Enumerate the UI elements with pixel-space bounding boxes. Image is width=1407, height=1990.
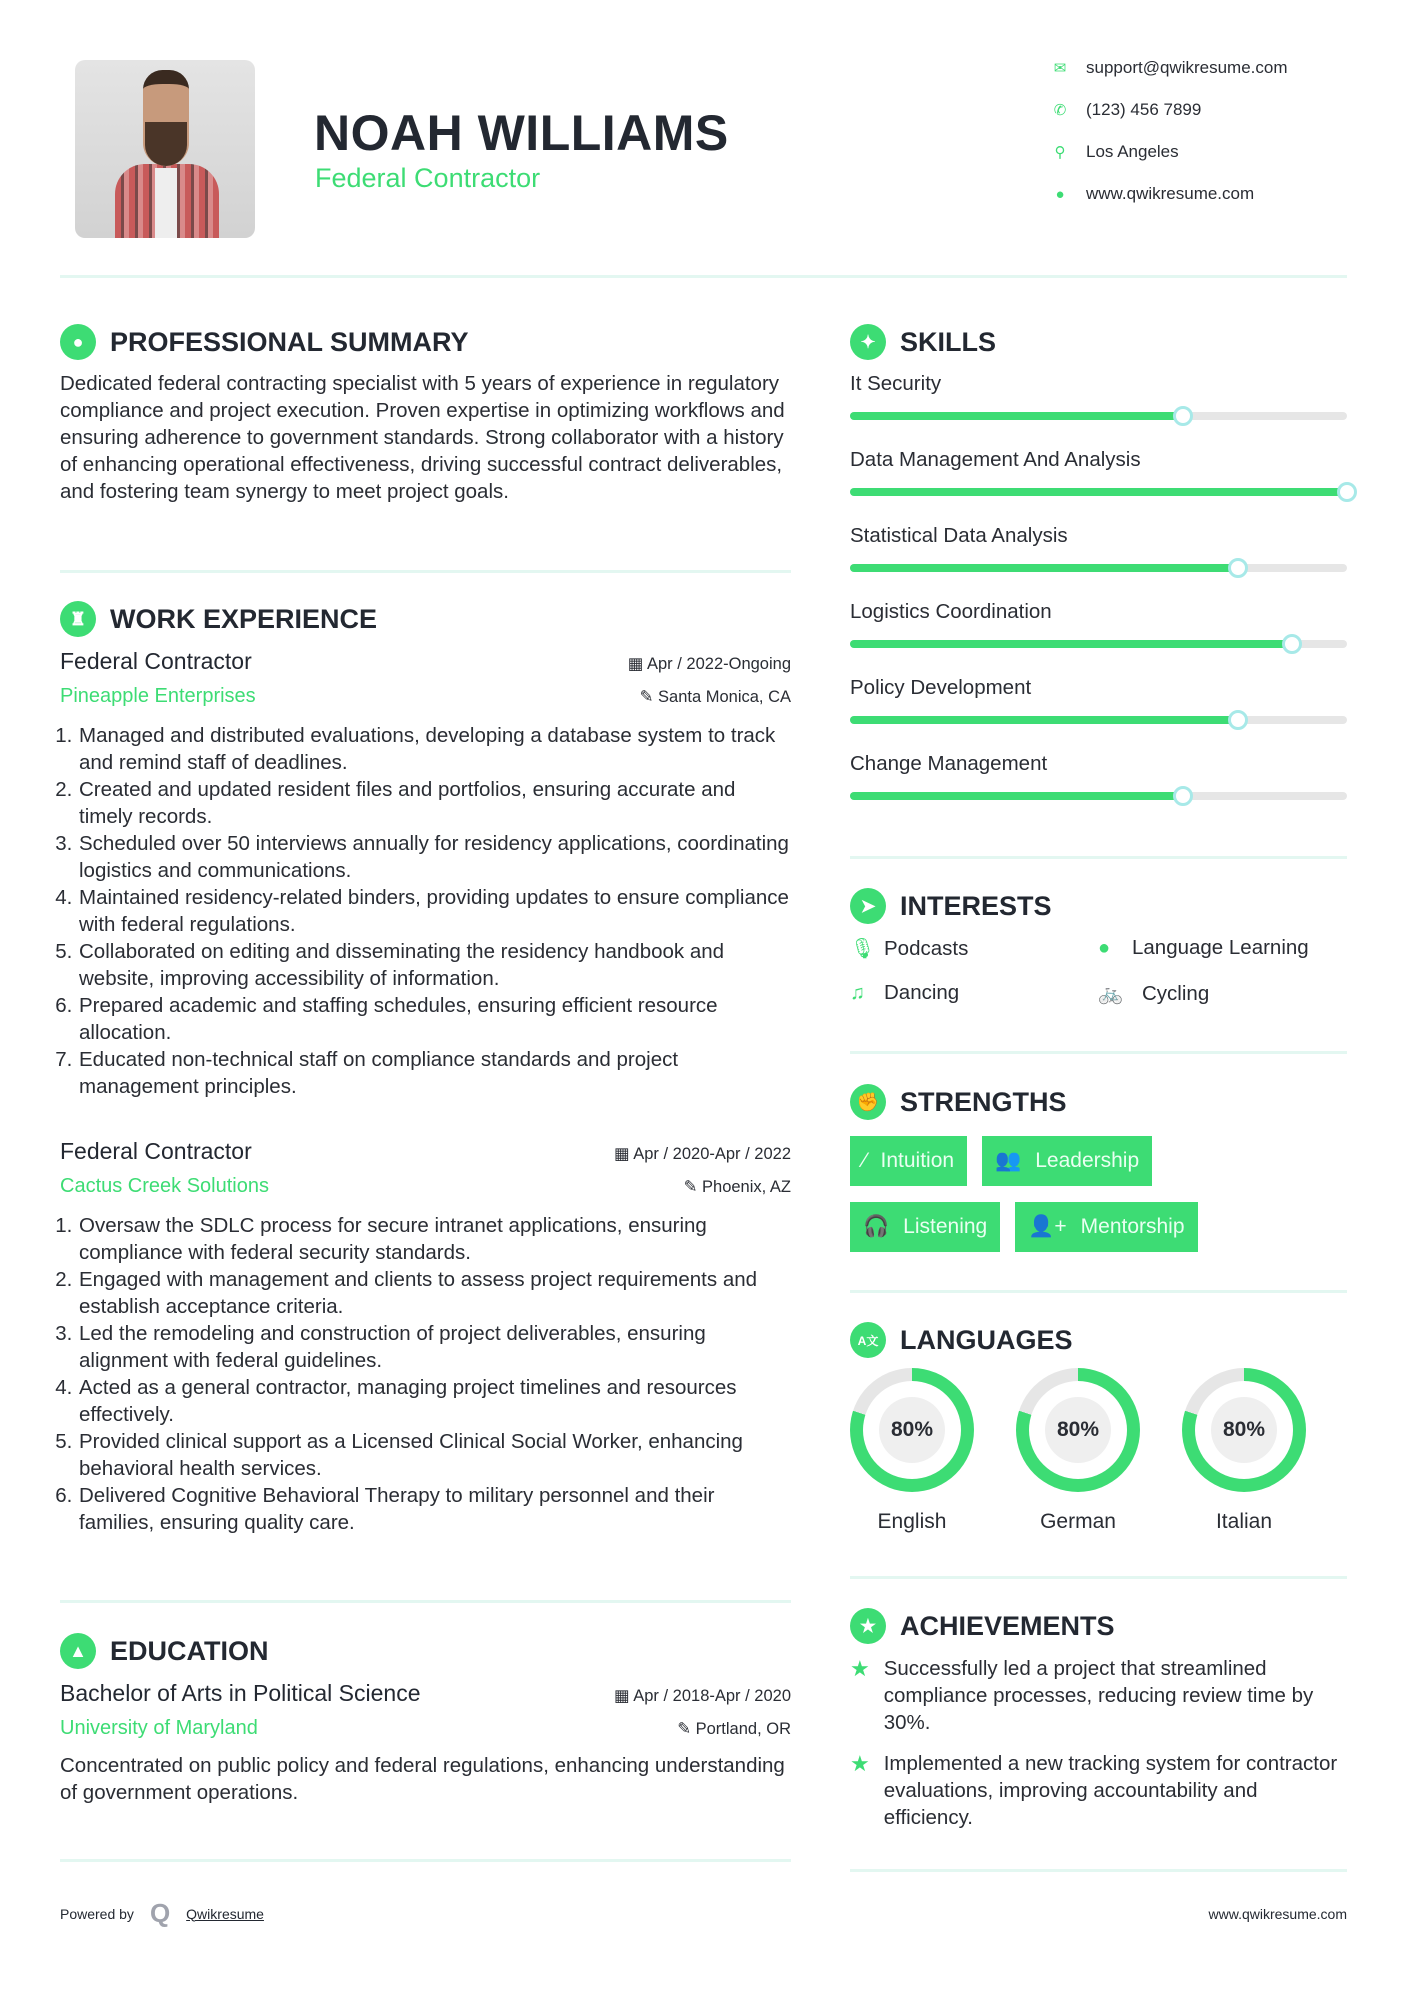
skill-item [850,448,1347,524]
languages-list [850,1368,1306,1534]
job-location: ✎ Santa Monica, CA [639,688,791,706]
lightbulb-icon: ✦ [850,324,886,360]
skill-bar-fill [850,640,1292,648]
divider [60,1600,791,1603]
strength-chip: 👤+ Mentorship [1015,1202,1197,1252]
strength-chip: 🎧 Listening [850,1202,1000,1252]
divider [850,1869,1347,1872]
skill-bar-fill [850,792,1183,800]
candidate-name: NOAH WILLIAMS [314,105,729,161]
skill-name: It Security [850,372,942,395]
job-title: Federal Contractor [60,648,252,674]
company-name: Pineapple Enterprises [60,685,256,707]
job-location: ✎ Phoenix, AZ [683,1178,791,1196]
skill-bar-knob [1173,406,1193,426]
education-location: ✎ Portland, OR [677,1720,791,1738]
skill-item [850,676,1347,752]
contact-phone [1052,100,1201,120]
list-item: 4. Maintained residency-related binders, providing updates to ensure compliance with federal regulations. [78,884,791,938]
skills-heading: ✦ SKILLS [850,324,996,360]
list-item: 1. Oversaw the SDLC process for secure intranet applications, ensuring compliance with federal security standards. [78,1212,791,1266]
language-name: Italian [1215,1510,1273,1533]
star-badge-icon: ★ [850,1608,886,1644]
strengths-row [850,1202,1198,1252]
list-item: 2. Engaged with management and clients to assess project requirements and establish acceptance criteria. [78,1266,791,1320]
skill-name: Data Management And Analysis [850,448,1141,471]
skill-item [850,752,1347,828]
list-item: 6. Prepared academic and staffing schedules, ensuring efficient resource allocation. [78,992,791,1046]
language-item [1182,1368,1306,1534]
education-dates: ▦ Apr / 2018-Apr / 2020 [613,1687,791,1705]
envelope-icon: ✉ [1053,60,1067,77]
list-item: 7. Educated non-technical staff on compliance standards and project management principles. [78,1046,791,1100]
skill-bar-knob [1282,634,1302,654]
language-ring [1182,1368,1306,1492]
list-item: 1. Managed and distributed evaluations, developing a database system to track and remind staff of deadlines. [78,722,791,776]
achievement-item: ★ Successfully led a project that streamlined compliance processes, reducing review time by 30%. [850,1656,1314,1734]
school-name: University of Maryland [60,1717,258,1739]
interest-item: 🎙 Podcasts [850,936,969,960]
fist-icon: ✊ [850,1084,886,1120]
contact-website[interactable] [1052,184,1254,204]
skill-item [850,600,1347,676]
skills-list [850,372,1347,828]
globe-icon: ● [1098,936,1111,959]
list-item: 4. Acted as a general contractor, managing project timelines and resources effectively. [78,1374,791,1428]
contact-text: (123) 456 7899 [1086,100,1202,119]
summary-heading: ● PROFESSIONAL SUMMARY [60,324,469,360]
skill-bar [850,792,1347,800]
job-bullets [60,722,791,1100]
skill-bar [850,488,1347,496]
phone-icon: ✆ [1053,102,1067,119]
interests-heading: ➤ INTERESTS [850,888,1052,924]
language-name: English [877,1510,947,1533]
job-entry [60,1138,791,1536]
achievement-item: ★ Implemented a new tracking system for contractor evaluations, improving accountability and efficiency. [850,1751,1338,1829]
strength-chip: 👥 Leadership [982,1136,1152,1186]
skill-bar-knob [1228,710,1248,730]
translate-icon: A文 [850,1322,886,1358]
skill-name: Logistics Coordination [850,600,1052,623]
skill-item [850,372,1347,448]
language-ring [1016,1368,1140,1492]
list-item: 5. Collaborated on editing and disseminating the residency handbook and website, improving accessibility of information. [78,938,791,992]
interest-item: ● Language Learning [1098,936,1309,959]
qwikresume-link[interactable]: Qwikresume [186,1905,264,1922]
microphone-icon: 🎙 [850,938,876,960]
job-entry [60,648,791,1100]
divider [60,1859,791,1862]
skill-bar [850,564,1347,572]
language-percent: 80% [1211,1397,1277,1463]
skill-bar-fill [850,412,1183,420]
qwikresume-logo-icon: Q [149,1898,171,1928]
strengths-heading: ✊ STRENGTHS [850,1084,1067,1120]
list-item: 2. Created and updated resident files and portfolios, ensuring accurate and timely records. [78,776,791,830]
education-entry [60,1680,791,1806]
divider [60,570,791,573]
list-item: 3. Led the remodeling and construction of project deliverables, ensuring alignment with federal guidelines. [78,1320,791,1374]
divider [850,1576,1347,1579]
divider [850,1051,1347,1054]
globe-icon: ● [1055,185,1065,203]
divider [60,275,1347,278]
job-dates: ▦ Apr / 2022-Ongoing [627,655,791,673]
language-percent: 80% [1045,1397,1111,1463]
graduation-icon: ▲ [60,1633,96,1669]
list-item: 6. Delivered Cognitive Behavioral Therapy to military personnel and their families, ensuring quality care. [78,1482,791,1536]
language-name: German [1040,1510,1116,1533]
star-icon: ★ [850,1751,870,1776]
skill-bar-fill [850,716,1238,724]
job-bullets [60,1212,791,1536]
language-item [1016,1368,1140,1534]
skill-bar-knob [1337,482,1357,502]
skill-bar-fill [850,488,1347,496]
powered-by-label: Powered by [60,1905,134,1922]
strength-chip: ⁄ Intuition [850,1136,967,1186]
skill-name: Policy Development [850,676,1032,699]
education-text: Concentrated on public policy and federal regulations, enhancing understanding of government operations. [60,1754,785,1804]
contact-text: support@qwikresume.com [1086,58,1288,77]
list-item: 3. Scheduled over 50 interviews annually for residency applications, coordinating logistics and communications. [78,830,791,884]
divider [850,1290,1347,1293]
skill-bar-knob [1228,558,1248,578]
summary-text: Dedicated federal contracting specialist with 5 years of experience in regulatory compliance and project execution. Proven expertise in optimizing workflows and ensuring adherence to government standards. Strong collaborator with a history of enhancing operational effectiveness, driving successful contract deliverables, and fostering team synergy to meet project goals. [60,372,785,503]
interest-item: ♫ Dancing [850,981,960,1004]
podium-icon: ♜ [60,601,96,637]
user-icon: ● [60,324,96,360]
degree: Bachelor of Arts in Political Science [60,1680,421,1706]
skill-name: Statistical Data Analysis [850,524,1068,547]
achievements-heading: ★ ACHIEVEMENTS [850,1608,1115,1644]
user-plus-icon: 👤+ [1028,1215,1067,1238]
skill-bar-fill [850,564,1238,572]
job-dates: ▦ Apr / 2020-Apr / 2022 [613,1145,791,1163]
profile-photo [75,60,255,238]
footer-powered [60,1898,264,1929]
skill-bar [850,716,1347,724]
contact-text: Los Angeles [1086,142,1179,161]
bicycle-icon: 🚲 [1098,983,1123,1005]
skill-bar [850,412,1347,420]
interest-item: 🚲 Cycling [1098,981,1210,1005]
star-icon: ★ [850,1656,870,1681]
company-name: Cactus Creek Solutions [60,1175,269,1197]
candidate-title: Federal Contractor [315,163,541,193]
magic-wand-icon: ⁄ [863,1149,867,1172]
languages-heading: A文 LANGUAGES [850,1322,1073,1358]
contact-text: www.qwikresume.com [1086,184,1255,203]
list-item: 5. Provided clinical support as a Licensed Clinical Social Worker, enhancing behavioral health services. [78,1428,791,1482]
footer-site[interactable]: www.qwikresume.com [1208,1906,1347,1922]
job-title: Federal Contractor [60,1138,252,1164]
language-item [850,1368,974,1534]
strengths-row [850,1136,1152,1186]
contact-email[interactable] [1052,58,1288,78]
language-ring [850,1368,974,1492]
skill-bar-knob [1173,786,1193,806]
paper-plane-icon: ➤ [850,888,886,924]
work-heading: ♜ WORK EXPERIENCE [60,601,377,637]
map-pin-icon: ⚲ [1054,144,1066,161]
skill-name: Change Management [850,752,1048,775]
skill-item [850,524,1347,600]
users-icon: 👥 [995,1149,1022,1172]
contact-location [1052,142,1179,162]
music-icon: ♫ [850,981,865,1004]
headphones-icon: 🎧 [863,1215,890,1238]
education-heading: ▲ EDUCATION [60,1633,269,1669]
language-percent: 80% [879,1397,945,1463]
divider [850,856,1347,859]
skill-bar [850,640,1347,648]
